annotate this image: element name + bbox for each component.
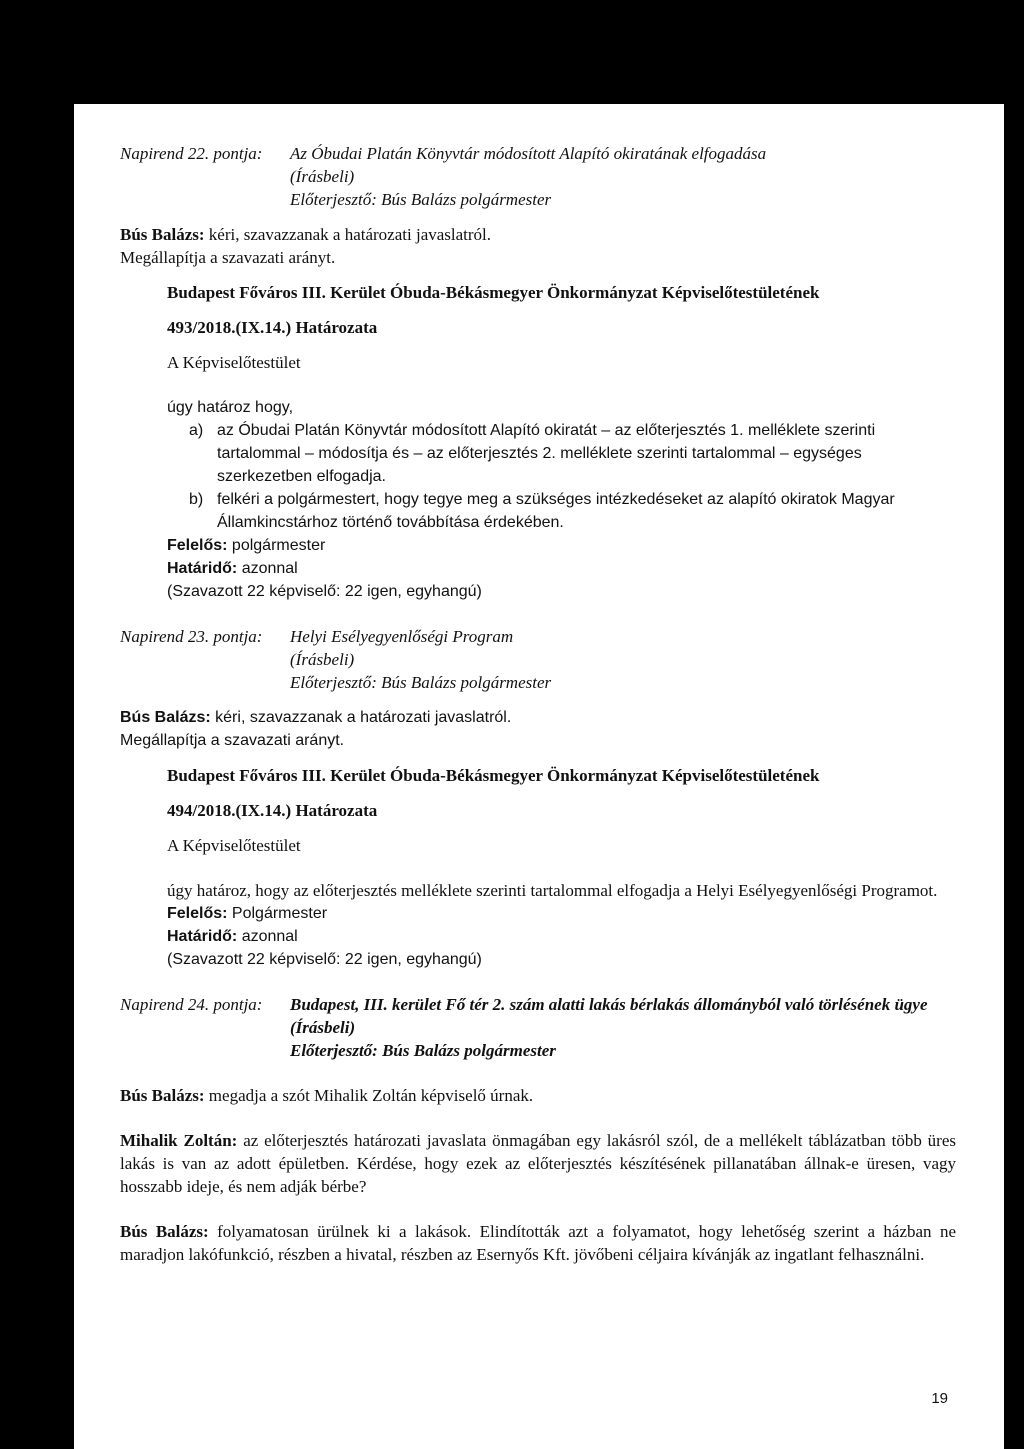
agenda-type: (Írásbeli) bbox=[290, 650, 355, 669]
responsible-value: polgármester bbox=[231, 537, 326, 554]
document-page bbox=[74, 104, 1004, 1449]
agenda-item-22 bbox=[120, 142, 956, 211]
responsible-value: Polgármester bbox=[231, 905, 328, 922]
speaker-name: Mihalik Zoltán: bbox=[120, 1131, 238, 1150]
decision-text: felkéri a polgármestert, hogy tegye meg a szükséges intézkedéseket az alapító okiratok Magyar Államkincstárhoz történő továbbítása érdekében. bbox=[217, 491, 895, 531]
resolution-body: Budapest Főváros III. Kerület Óbuda-Békásmegyer Önkormányzat Képviselőtestületének bbox=[167, 283, 820, 302]
speech bbox=[120, 1129, 956, 1198]
resolution-intro: úgy határoz hogy, bbox=[167, 399, 294, 416]
speech bbox=[120, 1220, 956, 1266]
responsible-label: Felelős: bbox=[167, 905, 228, 922]
decision-b bbox=[167, 488, 956, 534]
vote-result: (Szavazott 22 képviselő: 22 igen, egyhangú) bbox=[167, 951, 482, 968]
speech-text: kéri, szavazzanak a határozati javaslatról. bbox=[215, 709, 512, 726]
speech-text: kéri, szavazzanak a határozati javaslatról. bbox=[208, 225, 492, 244]
agenda-presenter: Előterjesztő: Bús Balázs polgármester bbox=[290, 673, 552, 692]
speaker-name: Bús Balázs: bbox=[120, 1086, 205, 1105]
agenda-label: Napirend 24. pontja: bbox=[120, 995, 263, 1014]
responsible bbox=[167, 534, 956, 557]
responsible-label: Felelős: bbox=[167, 537, 228, 554]
agenda-presenter: Előterjesztő: Bús Balázs polgármester bbox=[290, 190, 552, 209]
agenda-item-23 bbox=[120, 625, 956, 694]
speech bbox=[120, 706, 956, 729]
resolution-number: 493/2018.(IX.14.) Határozata bbox=[167, 318, 378, 337]
deadline bbox=[167, 557, 956, 580]
page-number: 19 bbox=[931, 1390, 948, 1407]
speech bbox=[120, 1084, 956, 1107]
speech bbox=[120, 223, 956, 246]
resolution-body: Budapest Főváros III. Kerület Óbuda-Békásmegyer Önkormányzat Képviselőtestületének bbox=[167, 766, 820, 785]
agenda-type: (Írásbeli) bbox=[290, 1018, 356, 1037]
speaker-name: Bús Balázs: bbox=[120, 1222, 209, 1241]
agenda-label: Napirend 23. pontja: bbox=[120, 627, 263, 646]
speech-text: az előterjesztés határozati javaslata önmagában egy lakásról szól, de a mellékelt táblázatban több üres lakás is van az adott épületben. Kérdése, hogy ezek az előterjesztés készítésének pillanatában állnak-e üresen, vagy hosszabb ideje, és nem adják bérbe? bbox=[120, 1131, 956, 1196]
speech-line: Megállapítja a szavazati arányt. bbox=[120, 248, 336, 267]
agenda-presenter: Előterjesztő: Bús Balázs polgármester bbox=[290, 1041, 556, 1060]
speech-text: folyamatosan ürülnek ki a lakások. Elindították azt a folyamatot, hogy lehetőség szerint a házban ne maradjon lakófunkció, részben a hivatal, részben az Esernyős Kft. jövőbeni céljaira kívánják az ingatlant felhasználni. bbox=[120, 1222, 956, 1264]
agenda-title: Helyi Esélyegyenlőségi Program bbox=[290, 627, 514, 646]
vote-result: (Szavazott 22 képviselő: 22 igen, egyhangú) bbox=[167, 583, 482, 600]
deadline-value: azonnal bbox=[241, 560, 298, 577]
page-content bbox=[120, 142, 956, 1266]
agenda-label: Napirend 22. pontja: bbox=[120, 144, 263, 163]
deadline-label: Határidő: bbox=[167, 560, 238, 577]
resolution-assembly: A Képviselőtestület bbox=[167, 836, 301, 855]
agenda-type: (Írásbeli) bbox=[290, 167, 355, 186]
resolution-text: úgy határoz, hogy az előterjesztés melléklete szerinti tartalommal elfogadja a Helyi Esélyegyenlőségi Programot. bbox=[167, 881, 938, 900]
speaker-name: Bús Balázs: bbox=[120, 709, 211, 726]
speech-line: Megállapítja a szavazati arányt. bbox=[120, 732, 345, 749]
deadline-value: azonnal bbox=[241, 928, 298, 945]
decision-text: az Óbudai Platán Könyvtár módosított Alapító okiratát – az előterjesztés 1. melléklete szerinti tartalommal – módosítja és – az előterjesztés 2. melléklete szerinti tartalommal – egységes szerkezetben elfogadja. bbox=[217, 422, 876, 485]
speaker-name: Bús Balázs: bbox=[120, 225, 205, 244]
deadline-label: Határidő: bbox=[167, 928, 238, 945]
decision-marker: b) bbox=[189, 491, 204, 508]
speech-text: megadja a szót Mihalik Zoltán képviselő úrnak. bbox=[208, 1086, 534, 1105]
resolution-assembly: A Képviselőtestület bbox=[167, 353, 301, 372]
resolution-number: 494/2018.(IX.14.) Határozata bbox=[167, 801, 378, 820]
decision-marker: a) bbox=[189, 422, 204, 439]
deadline bbox=[167, 925, 956, 948]
responsible bbox=[167, 902, 956, 925]
agenda-title: Az Óbudai Platán Könyvtár módosított Alapító okiratának elfogadása bbox=[290, 144, 767, 163]
decision-a bbox=[167, 419, 956, 488]
agenda-title: Budapest, III. kerület Fő tér 2. szám alatti lakás bérlakás állományból való törlésének ügye bbox=[290, 995, 928, 1014]
agenda-item-24 bbox=[120, 993, 956, 1062]
